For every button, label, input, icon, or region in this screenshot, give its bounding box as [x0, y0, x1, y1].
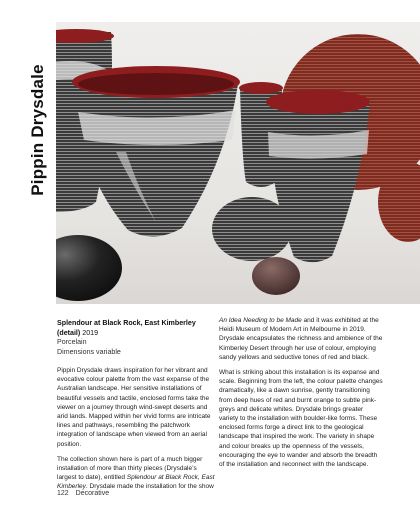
left-paragraph-2-text: The collection shown here is part of a much bigger installation of more than thirty pieces (Drysdale’s largest to date), entitled [57, 455, 203, 482]
spine [0, 0, 56, 300]
caption-title-line1: Splendour at Black Rock, East Kimberley [57, 319, 196, 327]
image-caption [57, 319, 209, 357]
page-title: Pippin Drysdale [28, 64, 47, 196]
artwork-photo [56, 22, 420, 304]
brown-stone [252, 257, 300, 295]
left-paragraph-2-end: . Drysdale made the installation for the show [85, 483, 214, 491]
striped-stone [212, 197, 292, 261]
show-title-italic: An Idea Needing to be Made [219, 317, 302, 324]
left-paragraph-1: Pippin Drysdale draws inspiration for her vibrant and evocative colour palette from the vast expanse of the Australian landscape. Her sensitive installations of beautiful vessels and tactile, enclosed forms take the viewer on a journey through wind-swept deserts and arid lands. Mapped within her vivid forms are intricate lines and pathways, resembling the patchwork integration of landscape when viewed from an aerial position. [57, 367, 211, 448]
right-column [219, 316, 383, 475]
caption-dimensions: Dimensions variable [57, 347, 121, 356]
caption-material: Porcelain [57, 338, 87, 347]
right-paragraph-1-text: and it was exhibited at the Heidi Museum of Modern Art in Melbourne in 2019. Drysdale encapsulates the richness and ambience of the Kimberley Desert through her use of colour, employing sandy yellows and seductive tones of red and black. [219, 317, 383, 361]
caption-title [57, 319, 209, 338]
page-footer [57, 490, 109, 497]
caption-year: 2019 [82, 328, 99, 337]
caption-title-line2: (detail) [57, 328, 81, 337]
section-name: Decorative [75, 490, 110, 497]
left-column [57, 366, 215, 498]
right-paragraph-1 [219, 316, 383, 362]
page-number: 122 [57, 490, 69, 497]
right-paragraph-2: What is striking about this installation is its expanse and scale. Beginning from the left, the colour palette changes dramatically, like a dawn sunrise, gently transitioning from deep hues of red and burnt orange to subtle pink-greys and delicate whites. Drysdale brings greater variety to the installation with boulder-like forms. These enclosed forms forge a direct link to the geological landscape that inspired the work. The variety in shape and colour breaks up the openness of the vessels, encouraging the eye to wander and absorb the breadth of the installation and reconnect with the landscape. [219, 369, 383, 469]
artwork-title-italic: Splendour at Black Rock, East Kimberley [57, 474, 215, 491]
ceramics-installation-image [56, 22, 420, 304]
left-paragraph-2 [57, 455, 215, 492]
